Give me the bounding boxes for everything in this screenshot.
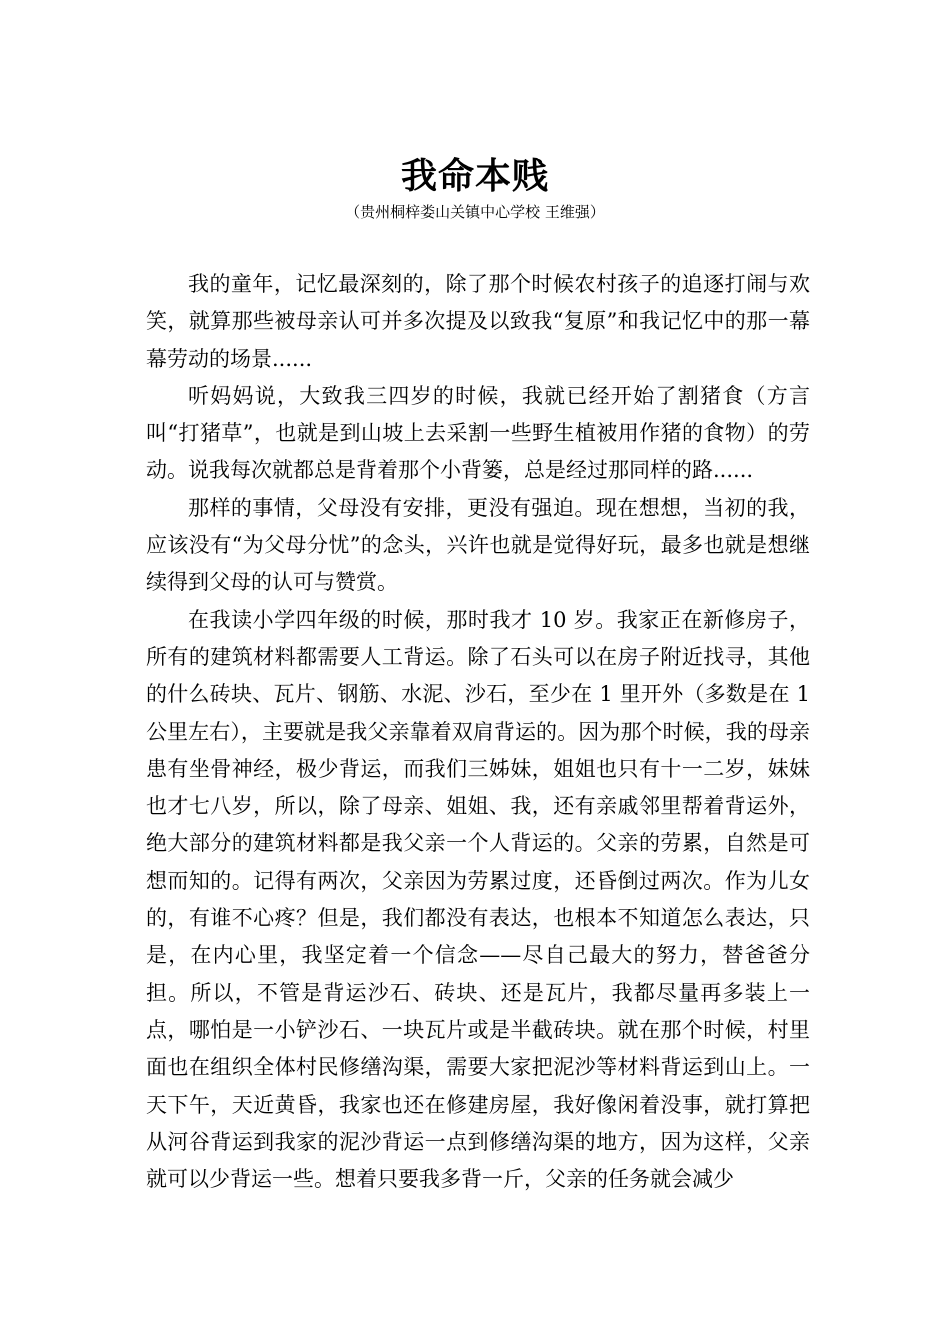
- paragraph-4: 在我读小学四年级的时候，那时我才 10 岁。我家正在新修房子，所有的建筑材料都需要人工背运。除了石头可以在房子附近找寻，其他的什么砖块、瓦片、钢筋、水泥、沙石，至少在 1 里开外（多数是在 1 公里左右），主要就是我父亲靠着双肩背运的。因为那个时候，我的母亲患有坐骨神经，极少背运，而我们三姊妹，姐姐也只有十一二岁，妹妹也才七八岁，所以，除了母亲、姐姐、我，还有亲戚邻里帮着背运外，绝大部分的建筑材料都是我父亲一个人背运的。父亲的劳累，自然是可想而知的。记得有两次，父亲因为劳累过度，还昏倒过两次。作为儿女的，有谁不心疼？但是，我们都没有表达，也根本不知道怎么表达，只是，在内心里，我坚定着一个信念——尽自己最大的努力，替爸爸分担。所以，不管是背运沙石、砖块、还是瓦片，我都尽量再多装上一点，哪怕是一小铲沙石、一块瓦片或是半截砖块。就在那个时候，村里面也在组织全体村民修缮沟渠，需要大家把泥沙等材料背运到山上。一天下午，天近黄昏，我家也还在修建房屋，我好像闲着没事，就打算把从河谷背运到我家的泥沙背运一点到修缮沟渠的地方，因为这样，父亲就可以少背运一些。想着只要我多背一斤，父亲的任务就会减少: [146, 607, 810, 1192]
- document-body: [146, 266, 810, 1198]
- paragraph-3: 那样的事情，父母没有安排，更没有强迫。现在想想，当初的我，应该没有“为父母分忧”的念头，兴许也就是觉得好玩，最多也就是想继续得到父母的认可与赞赏。: [146, 495, 810, 595]
- document-title: 我命本贱: [400, 155, 549, 198]
- author-affiliation: （贵州桐梓娄山关镇中心学校 王维强）: [345, 203, 605, 221]
- paragraph-1: 我的童年，记忆最深刻的，除了那个时候农村孩子的追逐打闹与欢笑，就算那些被母亲认可并多次提及以致我“复原”和我记忆中的那一幕幕劳动的场景......: [146, 272, 810, 371]
- paragraph-2: 听妈妈说，大致我三四岁的时候，我就已经开始了割猪食（方言叫“打猪草”，也就是到山坡上去采割一些野生植被用作猪的食物）的劳动。说我每次就都总是背着那个小背篓，总是经过那同样的路......: [146, 383, 810, 483]
